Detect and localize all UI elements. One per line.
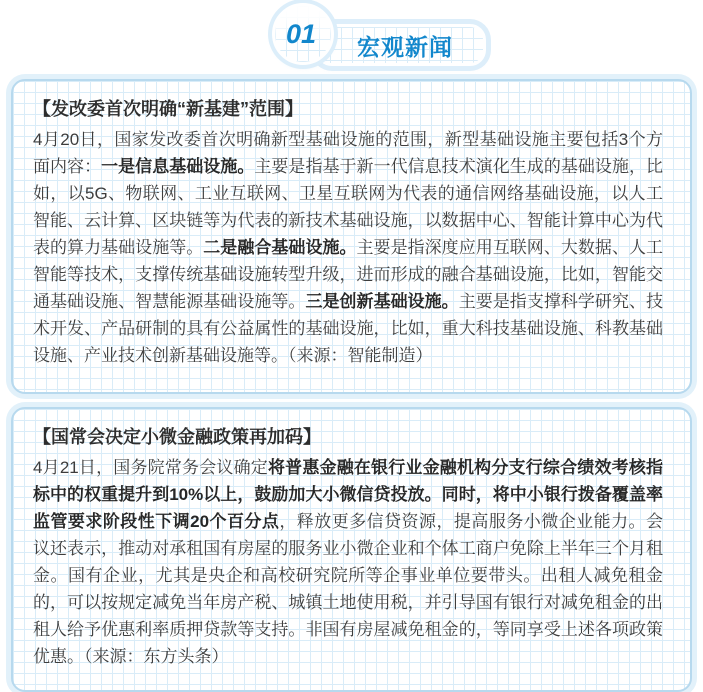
section-number-badge xyxy=(272,3,334,65)
news-card-sme-finance xyxy=(11,407,692,692)
section-label-pill xyxy=(316,24,486,66)
section-number: 01 xyxy=(285,18,317,49)
news-card-title: 【发改委首次明确“新基建”范围】 xyxy=(33,99,303,119)
section-header xyxy=(0,0,703,72)
news-card-new-infrastructure xyxy=(11,79,692,394)
news-card-title: 【国常会决定小微金融政策再加码】 xyxy=(33,427,321,447)
news-card-body: 4月21日，国务院常务会议确定将普惠金融在银行业金融机构分支行综合绩效考核指标中的权重提升到10%以上，鼓励加大小微信贷投放。同时，将中小银行拨备覆盖率监管要求阶段性下调20个百分点，释放更多信贷资源，提高服务小微企业能力。会议还表示，推动对承租国有房屋的服务业小微企业和个体工商户免除上半年三个月租金。国有企业，尤其是央企和高校研究院所等企事业单位要带头。出租人减免租金的，可以按规定减免当年房产税、城镇土地使用税，并引导国有银行对减免租金的出租人给予优惠利率质押贷款等支持。非国有房屋减免租金的，等同享受上述各项政策优惠。（来源：东方头条） xyxy=(33,458,664,666)
news-card-body: 4月20日，国家发改委首次明确新型基础设施的范围，新型基础设施主要包括3个方面内容：一是信息基础设施。主要是指基于新一代信息技术演化生成的基础设施，比如，以5G、物联网、工业互联网、卫星互联网为代表的通信网络基础设施，以人工智能、云计算、区块链等为代表的新技术基础设施，以数据中心、智能计算中心为代表的算力基础设施等。二是融合基础设施。主要是指深度应用互联网、大数据、人工智能等技术，支撑传统基础设施转型升级，进而形成的融合基础设施，比如，智能交通基础设施、智慧能源基础设施等。三是创新基础设施。主要是指支撑科学研究、技术开发、产品研制的具有公益属性的基础设施，比如，重大科技基础设施、科教基础设施、产业技术创新基础设施等。（来源：智能制造） xyxy=(33,130,664,365)
section-label: 宏观新闻 xyxy=(357,33,453,60)
